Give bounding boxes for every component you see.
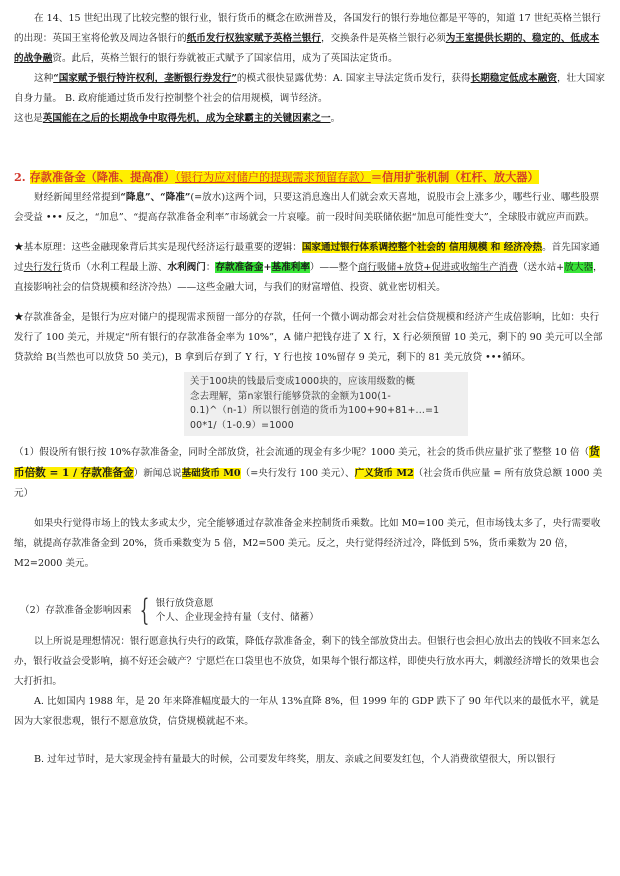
text-run: ★基本原理：这些金融现象背后其实是现代经济运行最重要的逻辑： (14, 242, 302, 253)
calculation-note (184, 372, 468, 436)
factor-item: 银行放贷意愿 (155, 598, 214, 609)
emphasis-text: 长期稳定低成本融资 (470, 73, 557, 84)
text-run: （1）假设所有银行按 10%存款准备金，同时全部放贷，社会流通的现金有多少呢？1000 美元，社会的货币供应量扩张了整整 10 倍（ (14, 447, 590, 458)
heading-definition: （银行为应对储户的提现需求预留存款） (175, 171, 371, 184)
text-run: 的模式很快显露优势：A. 国家主导法定货币发行，获得 (236, 73, 471, 84)
paragraph-control (14, 514, 606, 574)
text-run: （=央行发行 100 美元）、 (240, 468, 355, 479)
calc-line: 念去理解，第n家银行能够贷款的金额为100(1- (190, 390, 392, 402)
emphasis-text: 为王室提供长期的、稳定的、低成本的战争融 (14, 33, 600, 64)
paragraph-ideal (14, 632, 606, 692)
text-run: ，壮大国家自身力量。 B. 政府能通过货币发行控制整个社会的信用规模，调节经济。 (14, 73, 605, 104)
paragraph-model (14, 69, 606, 109)
text-run: ★存款准备金，是银行为应对储户的提现需求预留一部分的存款，任何一个微小调动都会对社会信贷规模和经济产生成倍影响，比如：央行发行了 100 美元，并规定“所有银行的存款准备金率为 10%”，A 储户把钱存进了 X 行，X 行必须预留 10 美元，剩下的 90 美元可以全部贷款给 B(当然也可以放贷 50 美元)，B 拿到后存到了 Y 行，Y 行也按 10%留存 9 美元，剩下的 81 美元放贷 •••循环。 (14, 312, 603, 363)
section-heading (14, 167, 606, 188)
text-run: 财经新闻里经常提到 (34, 192, 121, 203)
emphasis-text: “降息”、“降准” (120, 192, 191, 203)
factors-items (156, 597, 319, 625)
paragraph-principle (14, 238, 606, 298)
text-run: ）——整个 (309, 262, 358, 273)
text-run: （社会货币供应量 = 所有放贷总额 1000 美元） (14, 468, 603, 499)
highlight-green-text: 基准利率 (271, 262, 310, 273)
emphasis-text: 英国能在之后的长期战争中取得先机，成为全球霸主的关键因素之一 (42, 113, 331, 124)
paragraph-history (14, 9, 606, 69)
text-run: （送水站+ (517, 262, 565, 273)
emphasis-text: 纸币发行权独家赋予英格兰银行 (186, 33, 321, 44)
text-run: B. 过年过节时，是大家现金持有量最大的时候，公司要发年终奖，朋友、亲戚之间要发红包，个人消费欲望很大，所以银行 (34, 754, 556, 765)
heading-mechanism: ＝信用扩张机制（杠杆、放大器） (370, 170, 539, 184)
paragraph-example-b (14, 750, 606, 770)
formula-highlight: 货币倍数 = 1 / 存款准备金 (14, 446, 600, 479)
text-run: ，交换条件是英格兰银行必须 (321, 33, 446, 44)
text-run: ： (205, 262, 216, 273)
brace-symbol: { (139, 593, 149, 628)
text-run: 如果央行觉得市场上的钱太多或太少，完全能够通过存款准备金来控制货币乘数。比如 M0=100 美元，但市场钱太多了，央行需要收缩，就提高存款准备金到 20%，货币乘数变为 5 倍，M2=500 美元。反之，央行觉得经济过冷，降低到 5%，货币乘数为 20 倍，M2=2000 美元。 (14, 518, 601, 569)
emphasis-text: 水利阀门 (167, 262, 206, 273)
text-run: 资。此后，英格兰银行的银行券就被正式赋予了国家信用，成为了英国法定货币。 (52, 53, 398, 64)
calc-line: 0.1)^（n-1）所以银行创造的货币为100+90+81+...=1 (190, 405, 440, 416)
heading-subterm: （降准、提高准） (85, 170, 176, 184)
term-highlight: 广义货币 M2 (354, 468, 414, 479)
term-highlight: 基础货币 M0 (181, 468, 241, 479)
text-run: A. 比如国内 1988 年，是 20 年来降准幅度最大的一年从 13%直降 8%，但 1999 年的 GDP 跌下了 90 年代以来的最低水平，就是因为大家很悲观，银行不愿意放贷，信贷规模就起不来。 (14, 696, 599, 727)
highlight-green-text: 放大器 (564, 262, 594, 273)
text-run: 这种 (34, 73, 54, 84)
text-run: 。首先国家通过 (14, 242, 600, 273)
text-run: + (263, 262, 272, 273)
underlined-text: 央行发行 (23, 262, 62, 273)
paragraph-news (14, 188, 606, 228)
highlight-text: 国家通过银行体系调控整个社会的 信用规模 和 经济冷热 (301, 242, 543, 253)
factors-label: （2）存款准备金影响因素 (20, 605, 132, 616)
paragraph-conclusion (14, 109, 606, 129)
factor-item: 个人、企业现金持有量（支付、储蓄） (155, 612, 319, 623)
emphasis-text: “国家赋予银行特许权利，垄断银行券发行” (53, 73, 237, 84)
underlined-text: 商行吸储+放贷+促进或收缩生产消费 (357, 262, 518, 273)
text-run: ，直接影响社会的信贷规模和经济冷热）——这些金融大词，与我们的财富增值、投资、就业密切相关。 (14, 262, 603, 293)
calc-line: 00*1/（1-0.9）=1000 (190, 419, 294, 431)
paragraph-multiplier (14, 442, 606, 504)
heading-number: 2. (14, 170, 30, 184)
text-run: 这也是 (14, 113, 43, 124)
text-run: ）新闻总说 (133, 468, 182, 479)
heading-term: 存款准备金 (29, 170, 86, 184)
text-run: 货币（水利工程最上游、 (61, 262, 168, 273)
paragraph-reserve-example (14, 308, 606, 368)
text-run: 在 14、15 世纪出现了比较完整的银行业，银行货币的概念在欧洲普及，各国发行的银行券地位都是平等的，知道 17 世纪英格兰银行的出现：英国王室将伦敦及周边各银行的 (14, 13, 601, 44)
factors-list (14, 593, 606, 628)
text-run: 。 (330, 113, 341, 124)
highlight-green-text: 存款准备金 (215, 262, 264, 273)
paragraph-example-a (14, 692, 606, 732)
text-run: 以上所说是理想情况：银行愿意执行央行的政策，降低存款准备金，剩下的钱全部放贷出去。但银行也会担心放出去的钱收不回来怎么办，银行收益会受影响，搞不好还会破产？宁愿烂在口袋里也不放贷，如果每个银行都这样，即使央行放水再大，刺激经济增长的效果也会大打折扣。 (14, 636, 601, 687)
calc-line: 关于100块的钱最后变成1000块的，应该用级数的概 (190, 376, 416, 387)
text-run: (=放水)这两个词，只要这消息逸出人们就会欢天喜地，说股市会上涨多少，哪些行业、哪些股票会受益 ••• 反之，“加息”、“提高存款准备金利率”市场就会一片哀嚎。前一段时间美联储依据“加息可能性变大”，全球股市就应声而跌。 (14, 192, 600, 223)
